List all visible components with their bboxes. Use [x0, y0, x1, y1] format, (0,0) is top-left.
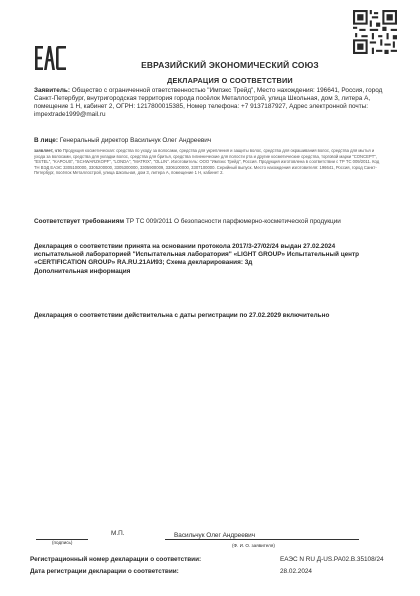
registration-date-label: Дата регистрации декларации о соответствии:: [30, 568, 179, 575]
document-title: ДЕКЛАРАЦИЯ О СООТВЕТСТВИИ: [167, 76, 293, 85]
eac-logo: [34, 44, 68, 72]
signature-caption: (подпись): [52, 540, 73, 545]
stamp-place-label: М.П.: [111, 530, 125, 537]
applicant-section: [34, 87, 384, 119]
registration-number-value: ЕАЭС N RU Д-US.РА02.В.35108/24: [280, 556, 384, 563]
conformity-text: ТР ТС 009/2011 О безопасности парфюмерно-косметической продукции: [125, 218, 341, 225]
signer-name: Васильчук Олег Андреевич: [174, 532, 256, 539]
registration-number-label: Регистрационный номер декларации о соответствии:: [30, 556, 202, 563]
applicant-text: Общество с ограниченной ответственностью "Импэкс Трейд", Место нахождения: 196641, Россия, город Санкт-Петербург, внутригородская территория города посёлок Металлострой, улица Школьная, дом 3, литера А, помещение 1 Н, кабинет 2, ОГРН: 1217800015385, Номер телефона: +7 9137187927, Адрес электронной почты: impextrade1999@mail.ru: [34, 87, 383, 118]
manager-text: Генеральный директор Васильчук Олег Андреевич: [59, 137, 212, 144]
statement-text: Продукция косметическая: средства по уходу за волосами, средства для укрепления и защиты волос, средства для окрашивания волос, средства для мытья и ухода за волосами, средства для укладки волос, средства для бритья, средства гигиенические для полости рта и другие косметические средства, торговой марки "CONCEPT", "ESTEL", "KAPOUS", "SCHWARZKOPF", "LONDA", "MATRIX", "OLLIN". Изготовитель: ООО "Импэкс Трейд", Россия. Продукция изготовлена в соответствии с ТР ТС 009/2011. Код ТН ВЭД ЕАЭС 3305100000, 3305200000, 3305300000, 3305900009, 3306100000, 3307100000. Серийный выпуск. Место нахождения изготовителя: 196641, Россия, город Санкт-Петербург, посёлок Металлострой, улица Школьная, дом 3, литера А, помещение 1 Н, кабинет 2.: [34, 148, 380, 176]
qr-code-icon: [353, 10, 397, 54]
signer-caption: (Ф. И. О. заявителя): [232, 543, 275, 548]
manager-section: [34, 137, 384, 145]
statement-label: заявляет, что: [34, 148, 62, 153]
registration-date-value: 28.02.2024: [280, 568, 312, 575]
conformity-label: Соответствует требованиям: [34, 218, 125, 225]
additional-info-label: Дополнительная информация: [34, 268, 131, 275]
organization-name: ЕВРАЗИЙСКИЙ ЭКОНОМИЧЕСКИЙ СОЮЗ: [141, 60, 319, 70]
conformity-section: [34, 218, 384, 226]
applicant-label: Заявитель:: [34, 87, 70, 94]
signature-line: [36, 521, 88, 540]
signer-line: [165, 539, 359, 540]
basis-section: Декларация о соответствии принята на основании протокола 2017/3-27/02/24 выдан 27.02.2024 испытательной лабораторией "Испытательная лаборатория" «LIGHT GROUP» Испытательный центр «CERTIFICATION GROUP» RA.RU.21АИ93; Схема декларирования: 3д: [34, 243, 360, 266]
statement-section: [34, 148, 384, 176]
validity-section: Декларация о соответствии действительна с даты регистрации по 27.02.2029 включительно: [34, 312, 330, 319]
manager-label: В лице:: [34, 137, 58, 144]
